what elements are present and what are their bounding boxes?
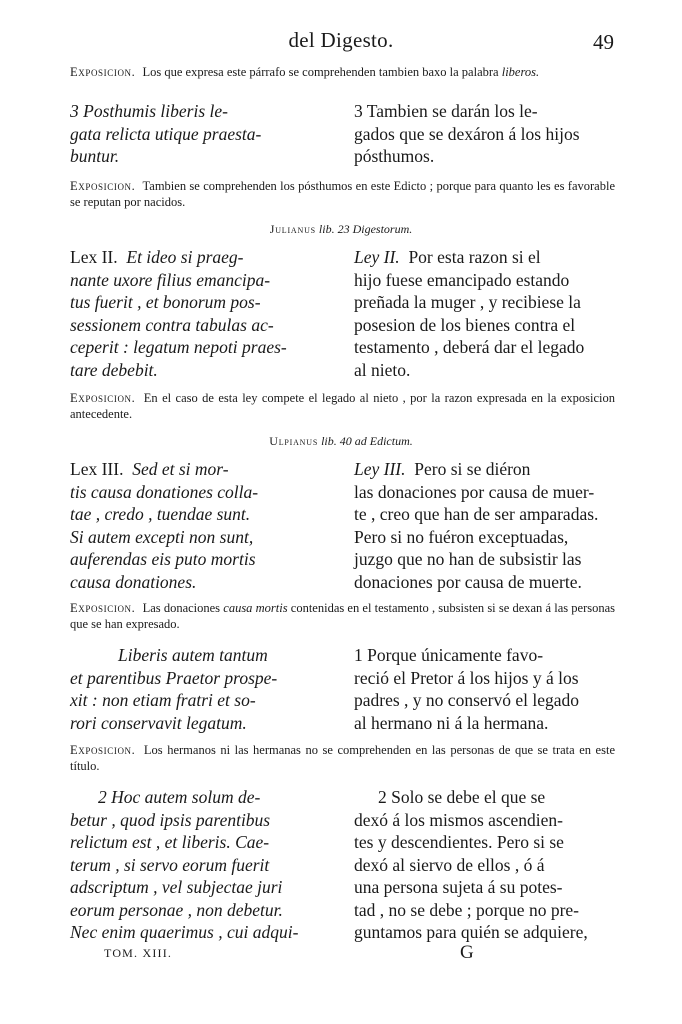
- latin-line: Sed et si mor-: [132, 459, 229, 479]
- latin-line: tis causa donationes colla-: [70, 481, 259, 502]
- latin-line: adscriptum , vel subjectae juri: [70, 877, 283, 897]
- spanish-paragraph-2: [354, 786, 612, 944]
- exposicion-italic: liberos.: [501, 65, 540, 79]
- spanish-line: gados que se dexáron á los hijos: [354, 123, 580, 144]
- latin-line: auferendas eis puto mortis: [70, 549, 256, 569]
- exposicion-italic: causa mortis: [223, 601, 288, 615]
- exposicion-label: Exposicion.: [70, 743, 136, 757]
- exposicion-label: Exposicion.: [70, 601, 136, 615]
- latin-line: Nec enim quaerimus , cui adqui-: [70, 922, 299, 942]
- spanish-paragraph-3: [354, 100, 612, 168]
- spanish-line: al hermano ni á la hermana.: [354, 712, 549, 733]
- latin-lex-2: [70, 246, 332, 381]
- spanish-line: guntamos para quién se adquiere,: [354, 922, 588, 942]
- latin-line: relictum est , et liberis. Cae-: [70, 832, 270, 852]
- exposicion-text: contenidas en el testamento , subsisten si se dexan á las personas que se han expresado.: [70, 601, 616, 631]
- spanish-line: Pero si se diéron: [414, 459, 531, 479]
- latin-line: tae , credo , tuendae sunt.: [70, 504, 251, 524]
- latin-line: rori conservavit legatum.: [70, 712, 247, 733]
- citation-author: Ulpianus: [269, 434, 319, 448]
- spanish-line: testamento , deberá dar el legado: [354, 337, 585, 357]
- spanish-line: posesion de los bienes contra el: [354, 314, 576, 335]
- spanish-line: padres , y no conservó el legado: [354, 690, 579, 710]
- latin-lex-3: [70, 458, 332, 593]
- spanish-line: hijo fuese emancipado estando: [354, 269, 570, 290]
- exposicion-5: [70, 742, 615, 774]
- latin-line: 2 Hoc autem solum de-: [98, 787, 261, 807]
- spanish-line: las donaciones por causa de muer-: [354, 481, 595, 502]
- citation-julianus: [0, 222, 682, 237]
- latin-line: sessionem contra tabulas ac-: [70, 314, 274, 335]
- latin-paragraph-1: [70, 644, 332, 734]
- latin-line: buntur.: [70, 146, 120, 166]
- spanish-line: donaciones por causa de muerte.: [354, 571, 582, 592]
- latin-line: betur , quod ipsis parentibus: [70, 809, 271, 830]
- latin-line: xit : non etiam fratri et so-: [70, 690, 256, 710]
- spanish-line: tes y descendientes. Pero si se: [354, 832, 564, 852]
- spanish-line: Pero si no fuéron exceptuadas,: [354, 526, 569, 547]
- spanish-line: Por esta razon si el: [408, 247, 541, 267]
- exposicion-text: Los que expresa este párrafo se comprehenden tambien baxo la palabra: [142, 65, 499, 79]
- latin-line: Si autem excepti non sunt,: [70, 526, 254, 547]
- spanish-paragraph-1: [354, 644, 612, 734]
- exposicion-text: Las donaciones: [142, 601, 221, 615]
- spanish-line: juzgo que no han de subsistir las: [354, 549, 582, 569]
- exposicion-text: En el caso de esta ley compete el legado al nieto , por la razon expresada en la exposicion antecedente.: [70, 391, 616, 421]
- spanish-line: al nieto.: [354, 359, 411, 380]
- exposicion-label: Exposicion.: [70, 65, 136, 79]
- latin-line: et parentibus Praetor prospe-: [70, 667, 278, 688]
- latin-line: tus fuerit , et bonorum pos-: [70, 292, 261, 312]
- exposicion-3: [70, 390, 615, 422]
- spanish-line: dexó á los mismos ascendien-: [354, 809, 563, 830]
- exposicion-4: [70, 600, 615, 632]
- spanish-ley-3: [354, 458, 612, 593]
- spanish-line: pósthumos.: [354, 146, 435, 166]
- latin-paragraph-3: [70, 100, 332, 168]
- spanish-line: 1 Porque únicamente favo-: [354, 645, 544, 665]
- spanish-line: reció el Pretor á los hijos y á los: [354, 667, 579, 688]
- latin-line: terum , si servo eorum fuerit: [70, 854, 270, 875]
- spanish-line: 2 Solo se debe el que se: [378, 787, 546, 807]
- spanish-line: una persona sujeta á su potes-: [354, 877, 563, 897]
- exposicion-2: [70, 178, 615, 210]
- ley-label: Ley II.: [354, 247, 400, 267]
- spanish-line: te , creo que han de ser amparadas.: [354, 504, 599, 524]
- page-number: 49: [593, 30, 614, 54]
- latin-line: eorum personae , non debetur.: [70, 899, 283, 920]
- spanish-line: 3 Tambien se darán los le-: [354, 101, 538, 121]
- volume-mark: TOM. XIII.: [104, 946, 173, 960]
- lex-label: Lex II.: [70, 247, 118, 267]
- running-title: del Digesto.: [288, 28, 394, 52]
- spanish-line: preñada la muger , y recibiese la: [354, 292, 581, 312]
- citation-ulpianus: [0, 434, 682, 449]
- spanish-line: dexó al siervo de ellos , ó á: [354, 854, 545, 875]
- latin-line: tare debebit.: [70, 359, 158, 380]
- latin-line: Liberis autem tantum: [118, 645, 268, 665]
- exposicion-label: Exposicion.: [70, 179, 136, 193]
- signature-mark: G: [460, 942, 474, 963]
- exposicion-text: Los hermanos ni las hermanas no se comprehenden en las personas de que se trata en este título.: [70, 743, 615, 773]
- exposicion-text: Tambien se comprehenden los pósthumos en este Edicto ; porque para quanto les es favorable se reputan por nacidos.: [70, 179, 615, 209]
- citation-source: lib. 23 Digestorum.: [318, 222, 413, 236]
- latin-line: nante uxore filius emancipa-: [70, 269, 271, 290]
- spanish-ley-2: [354, 246, 612, 381]
- latin-line: Et ideo si praeg-: [126, 247, 244, 267]
- exposicion-label: Exposicion.: [70, 391, 136, 405]
- latin-line: gata relicta utique praesta-: [70, 123, 262, 144]
- citation-source: lib. 40 ad Edictum.: [321, 434, 413, 448]
- exposicion-1: [70, 64, 615, 80]
- latin-line: 3 Posthumis liberis le-: [70, 101, 228, 121]
- citation-author: Julianus: [269, 222, 316, 236]
- ley-label: Ley III.: [354, 459, 406, 479]
- latin-line: causa donationes.: [70, 571, 197, 592]
- spanish-line: tad , no se debe ; porque no pre-: [354, 899, 579, 920]
- lex-label: Lex III.: [70, 459, 124, 479]
- latin-line: ceperit : legatum nepoti praes-: [70, 337, 287, 357]
- latin-paragraph-2: [70, 786, 332, 944]
